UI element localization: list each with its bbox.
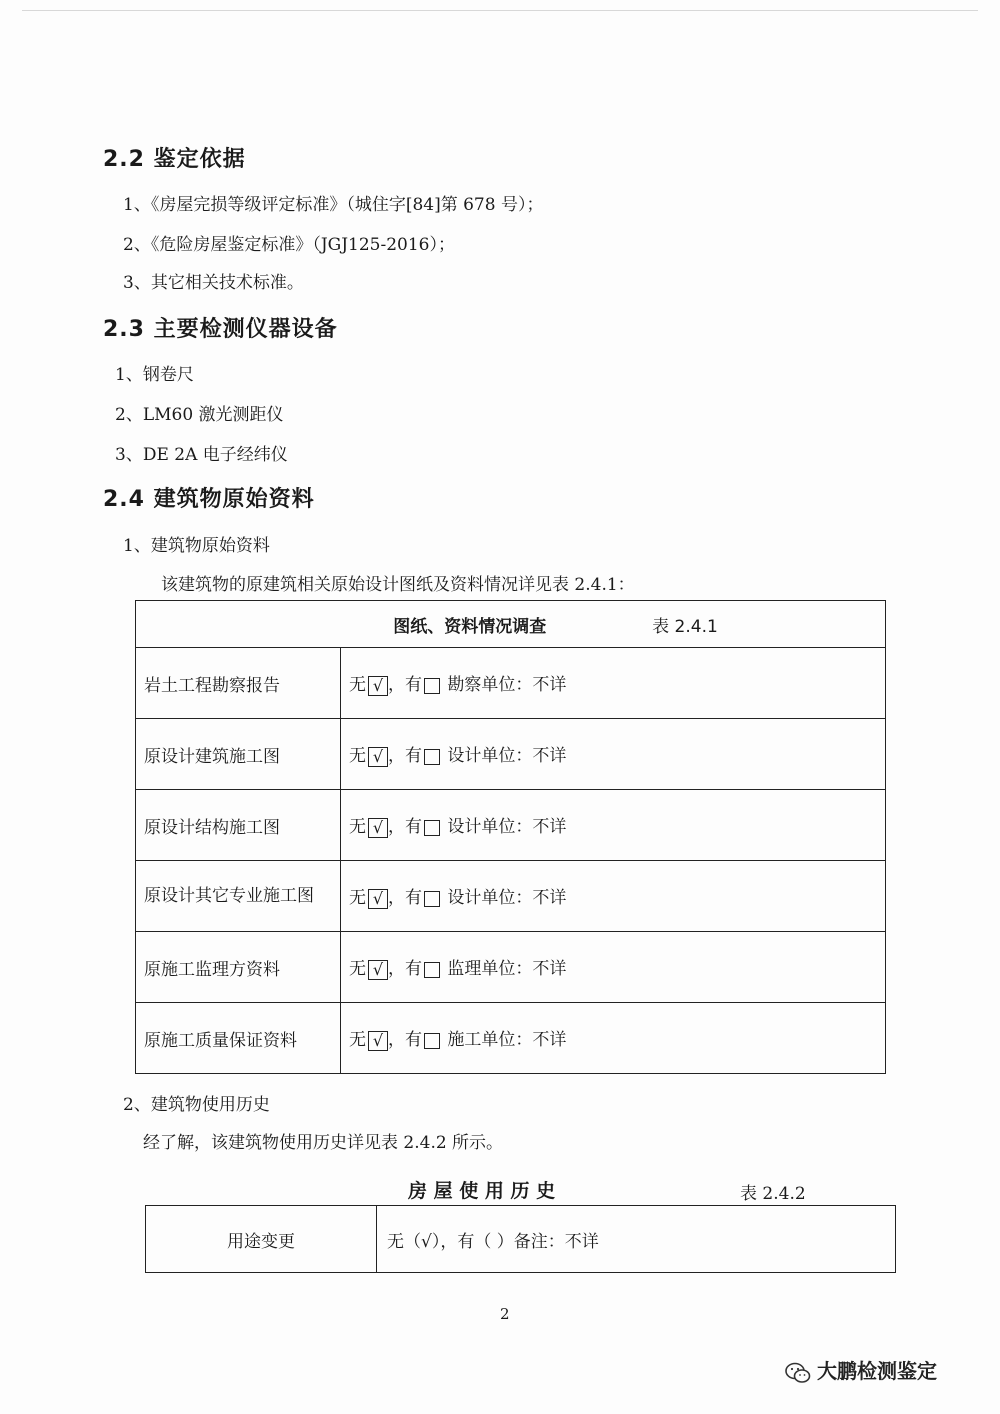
section-heading-2-4: 2.4 建筑物原始资料 (103, 487, 315, 512)
row-unit: 监理单位：不详 (447, 959, 567, 980)
checked-box-icon: √ (368, 960, 388, 980)
checked-box-icon: √ (368, 747, 388, 767)
table-row (136, 719, 886, 790)
table-row (136, 861, 886, 932)
basis-item-1: 1、《房屋完损等级评定标准》（城住字[84]第 678 号）； (123, 195, 544, 215)
checked-box-icon: √ (368, 1031, 388, 1051)
subsection-usage-history: 2、建筑物使用历史 (123, 1095, 270, 1115)
checked-box-icon: √ (368, 676, 388, 696)
row-value: 无（√），有（ ）备注：不详 (377, 1206, 896, 1273)
table1-number: 表 2.4.1 (652, 616, 718, 637)
equipment-item-1: 1、钢卷尺 (115, 365, 194, 385)
row-unit: 勘察单位：不详 (447, 675, 567, 696)
row-label: 原施工质量保证资料 (136, 1003, 341, 1074)
table-row (136, 648, 886, 719)
page-number: 2 (500, 1305, 510, 1323)
table1-header (136, 601, 886, 648)
row-unit: 施工单位：不详 (447, 1030, 567, 1051)
empty-box-icon (424, 1033, 440, 1049)
section-heading-2-3: 2.3 主要检测仪器设备 (103, 317, 338, 342)
table2-title: 房 屋 使 用 历 史 (408, 1180, 556, 1202)
drawings-survey-table (135, 600, 886, 1074)
table-row (136, 932, 886, 1003)
row-status: 无 √ ，有 设计单位：不详 (341, 861, 886, 932)
empty-box-icon (424, 820, 440, 836)
empty-box-icon (424, 678, 440, 694)
basis-item-3: 3、其它相关技术标准。 (123, 273, 304, 293)
row-status: 无 √ ，有 设计单位：不详 (341, 790, 886, 861)
row-label: 原施工监理方资料 (136, 932, 341, 1003)
section-heading-2-2: 2.2 鉴定依据 (103, 147, 246, 172)
empty-box-icon (424, 962, 440, 978)
table-row (136, 790, 886, 861)
wechat-icon (785, 1362, 811, 1384)
table1-intro-text: 该建筑物的原建筑相关原始设计图纸及资料情况详见表 2.4.1： (161, 575, 635, 595)
table2-intro-text: 经了解，该建筑物使用历史详见表 2.4.2 所示。 (143, 1133, 504, 1153)
row-label: 原设计其它专业施工图 (136, 861, 341, 932)
table-row (136, 1003, 886, 1074)
checked-box-icon: √ (368, 889, 388, 909)
equipment-item-2: 2、LM60 激光测距仪 (115, 405, 284, 425)
row-label: 原设计建筑施工图 (136, 719, 341, 790)
row-status: 无 √ ，有 勘察单位：不详 (341, 648, 886, 719)
table1-title: 图纸、资料情况调查 (393, 616, 547, 637)
watermark-text: 大鹏检测鉴定 (817, 1359, 937, 1383)
table-row (146, 1206, 896, 1273)
checked-box-icon: √ (368, 818, 388, 838)
table2-number: 表 2.4.2 (740, 1184, 806, 1204)
basis-item-2: 2、《危险房屋鉴定标准》（JGJ125-2016）； (123, 235, 455, 255)
row-label: 原设计结构施工图 (136, 790, 341, 861)
subsection-original-data: 1、建筑物原始资料 (123, 536, 270, 556)
watermark (785, 1355, 937, 1384)
row-unit: 设计单位：不详 (447, 746, 567, 767)
row-unit: 设计单位：不详 (447, 817, 567, 838)
row-status: 无 √ ，有 设计单位：不详 (341, 719, 886, 790)
row-label: 用途变更 (146, 1206, 377, 1273)
row-status: 无 √ ，有 监理单位：不详 (341, 932, 886, 1003)
usage-history-table (145, 1205, 896, 1273)
page-top-border (22, 10, 978, 11)
empty-box-icon (424, 749, 440, 765)
row-status: 无 √ ，有 施工单位：不详 (341, 1003, 886, 1074)
row-label: 岩土工程勘察报告 (136, 648, 341, 719)
equipment-item-3: 3、DE 2A 电子经纬仪 (115, 445, 288, 465)
row-unit: 设计单位：不详 (447, 888, 567, 909)
empty-box-icon (424, 891, 440, 907)
